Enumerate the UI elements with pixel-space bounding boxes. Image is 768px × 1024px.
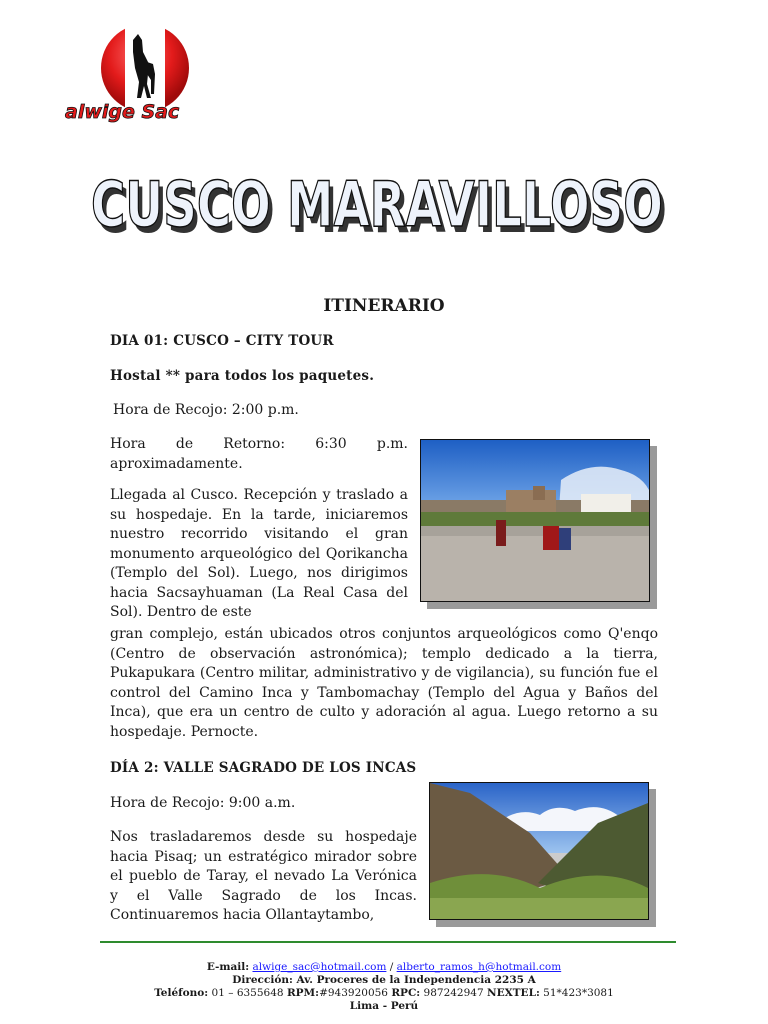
nextel-number: 51*423*3081 xyxy=(543,987,614,999)
page-title xyxy=(88,168,678,250)
email-label: E-mail: xyxy=(206,961,250,973)
email-separator: / xyxy=(386,961,397,973)
email-link-1[interactable]: alwige_sac@hotmail.com xyxy=(252,961,387,973)
footer-phones xyxy=(0,987,768,1000)
day1-description-part1: Llegada al Cusco. Recepción y traslado a su hospedaje. En la tarde, iniciaremos nuestro recorrido visitando el gran monumento arqueológico del Qorikancha (Templo del Sol). Luego, nos dirigimos hacia Sacsayhuaman (La Real Casa del Sol). Dentro de este xyxy=(110,487,408,620)
hostal-note: Hostal ** para todos los paquetes. xyxy=(110,368,375,384)
email-link-2[interactable]: alberto_ramos_h@hotmail.com xyxy=(396,961,562,973)
footer-divider xyxy=(100,941,676,943)
rpm-label: RPM: xyxy=(286,987,320,999)
day1-return-time: Hora de Retorno: 6:30 p.m. aproximadamente. xyxy=(110,436,408,472)
day1-heading: DIA 01: CUSCO – CITY TOUR xyxy=(110,333,334,349)
title-text: CUSCO MARAVILLOSO xyxy=(91,168,663,241)
sacred-valley-photo xyxy=(429,782,649,920)
company-logo xyxy=(55,22,240,134)
day2-heading: DÍA 2: VALLE SAGRADO DE LOS INCAS xyxy=(110,760,417,776)
rpm-number: #943920056 xyxy=(319,987,388,999)
itinerary-heading: ITINERARIO xyxy=(323,296,445,316)
footer-city: Lima - Perú xyxy=(349,1000,419,1012)
day1-pickup-time: Hora de Recojo: 2:00 p.m. xyxy=(113,402,299,418)
day2-pickup-time: Hora de Recojo: 9:00 a.m. xyxy=(110,795,296,811)
rpc-number: 987242947 xyxy=(423,987,484,999)
phone-number: 01 – 6355648 xyxy=(211,987,284,999)
footer-email-line xyxy=(0,961,768,974)
qorikancha-photo xyxy=(420,439,650,602)
day1-description-part2: gran complejo, están ubicados otros conjuntos arqueológicos como Q'enqo (Centro de observación astronómica); templo dedicado a la tierra, Pukapukara (Centro militar, administrativo y de vigilancia), su función fue el control del Camino Inca y Tambomachay (Templo del Agua y Baños del Inca), que era un centro de culto y adoración al agua. Luego retorno a su hospedaje. Pernocte. xyxy=(110,626,658,740)
day2-description: Nos trasladaremos desde su hospedaje hacia Pisaq; un estratégico mirador sobre el pueblo de Taray, el nevado La Verónica y el Valle Sagrado de los Incas. Continuaremos hacia Ollantaytambo, xyxy=(110,829,417,923)
rpc-label: RPC: xyxy=(391,987,421,999)
footer-address: Dirección: Av. Proceres de la Independencia 2235 A xyxy=(232,974,536,986)
title-shadow: CUSCO MARAVILLOSO xyxy=(95,174,667,247)
nextel-label: NEXTEL: xyxy=(487,987,540,999)
logo-text: alwige Sac xyxy=(65,101,180,123)
phone-label: Teléfono: xyxy=(154,987,209,999)
